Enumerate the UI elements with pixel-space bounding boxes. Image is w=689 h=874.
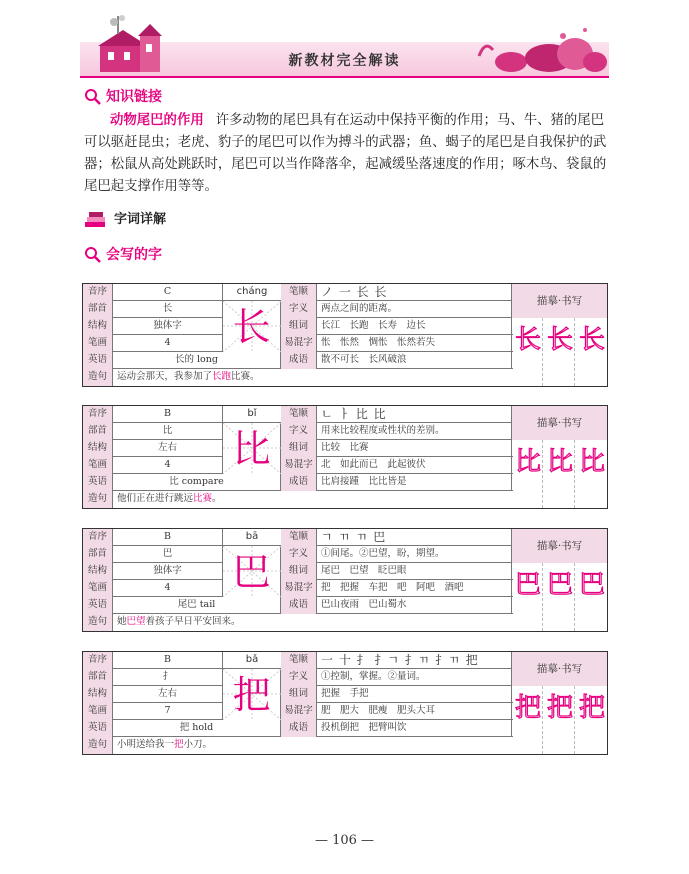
page-header — [80, 14, 609, 76]
header-divider — [80, 76, 609, 78]
card-row: 音序 C 笔顺 ノ 一 长 长 — [83, 284, 513, 301]
trace-header: 描摹·书写 — [511, 652, 607, 686]
main-character: 长 — [223, 301, 281, 352]
main-character: 比 — [223, 423, 281, 474]
card-row: 造句 小明送给我一把小刀。 — [83, 737, 513, 754]
card-row: 部首 扌 字义 ①控制，掌握。②量词。 — [83, 669, 513, 686]
card-row: 笔画 7 易混字 肥 肥大 肥瘦 肥头大耳 — [83, 703, 513, 720]
trace-area[interactable]: 比 比 比 — [511, 440, 607, 491]
magnifier-icon — [84, 246, 102, 264]
card-row: 笔画 4 易混字 把 把握 车把 吧 阿吧 酒吧 — [83, 580, 513, 597]
section-write-heading: 会写的字 — [84, 244, 162, 264]
example-sentence: 她巴望着孩子早日平安回来。 — [117, 616, 241, 627]
trace-divider — [574, 686, 575, 754]
card-row: 部首 巴 字义 ①间尾。②巴望，盼，期望。 — [83, 546, 513, 563]
char-card-0 — [82, 283, 608, 387]
card-row: 音序 B 笔顺 一 十 扌 扌ㄱ 扌ㄲ 扌ㄲ 把 — [83, 652, 513, 669]
trace-divider — [574, 440, 575, 508]
trace-header: 描摹·书写 — [511, 284, 607, 318]
main-character: 把 — [223, 669, 281, 720]
main-character: 巴 — [223, 546, 281, 597]
pinyin: cháng — [236, 286, 268, 297]
card-row: 结构 左右 组词 比较 比赛 — [83, 440, 513, 457]
card-row: 音序 B 笔顺 ㄱ ㄲ ㄲ 巴 — [83, 529, 513, 546]
example-sentence: 运动会那天，我参加了长跑比赛。 — [117, 371, 260, 382]
trace-area[interactable]: 把 把 把 — [511, 686, 607, 737]
cloud-decoration-icon — [459, 14, 609, 76]
knowledge-paragraph: 动物尾巴的作用 许多动物的尾巴具有在运动中保持平衡的作用；马、牛、猪的尾巴可以驱赶昆虫；老虎、豹子的尾巴可以作为搏斗的武器；鱼、蝎子的尾巴是自我保护的武器；松鼠从高处跳跃时，尾巴可以当作降落伞，起减缓坠落速度的作用；啄木鸟、袋鼠的尾巴起支撑作用等等。 — [84, 113, 607, 194]
char-card-2 — [82, 528, 608, 632]
magnifier-icon — [84, 88, 102, 106]
section-knowledge-heading: 知识链接 — [84, 86, 162, 106]
card-row: 英语 尾巴 tail 成语 巴山夜雨 巴山蜀水 — [83, 597, 513, 614]
trace-header: 描摹·书写 — [511, 529, 607, 563]
card-row: 造句 运动会那天，我参加了长跑比赛。 — [83, 369, 513, 386]
trace-divider — [574, 318, 575, 386]
card-row: 结构 独体字 组词 尾巴 巴望 眨巴眼 — [83, 563, 513, 580]
trace-divider — [574, 563, 575, 631]
card-row: 部首 比 字义 用来比较程度或性状的差别。 — [83, 423, 513, 440]
card-row: 结构 独体字 组词 长江 长跑 长寿 边长 — [83, 318, 513, 335]
pinyin: bǐ — [247, 408, 257, 419]
char-card-3 — [82, 651, 608, 755]
card-row: 笔画 4 易混字 北 如此而已 此起彼伏 — [83, 457, 513, 474]
trace-divider — [542, 686, 543, 754]
card-row: 造句 她巴望着孩子早日平安回来。 — [83, 614, 513, 631]
card-row: 英语 把 hold 成语 投机倒把 把臂叫饮 — [83, 720, 513, 737]
trace-header: 描摹·书写 — [511, 406, 607, 440]
card-row: 结构 左右 组词 把握 手把 — [83, 686, 513, 703]
card-row: 音序 B 笔顺 ㄴ ㅏ 比 比 — [83, 406, 513, 423]
pinyin: bā — [245, 531, 259, 542]
trace-area[interactable]: 巴 巴 巴 — [511, 563, 607, 614]
card-row: 造句 他们正在进行跳远比赛。 — [83, 491, 513, 508]
example-sentence: 小明送给我一把小刀。 — [117, 739, 213, 750]
books-icon — [84, 211, 108, 229]
card-row: 笔画 4 易混字 怅 怅然 惆怅 怅然若失 — [83, 335, 513, 352]
section-vocab-heading: 字词详解 — [84, 208, 166, 229]
pinyin: bǎ — [245, 654, 259, 665]
page-number: — 106 — — [314, 833, 375, 848]
card-row: 英语 长的 long 成语 散不可长 长风破浪 — [83, 352, 513, 369]
char-card-1 — [82, 405, 608, 509]
example-sentence: 他们正在进行跳远比赛。 — [117, 493, 222, 504]
header-title: 新教材完全解读 — [288, 53, 401, 69]
card-row: 部首 长 字义 两点之间的距离。 — [83, 301, 513, 318]
card-row: 英语 比 compare 成语 比肩接踵 比比皆是 — [83, 474, 513, 491]
trace-area[interactable]: 长 长 长 — [511, 318, 607, 369]
trace-divider — [542, 563, 543, 631]
trace-divider — [542, 318, 543, 386]
trace-divider — [542, 440, 543, 508]
